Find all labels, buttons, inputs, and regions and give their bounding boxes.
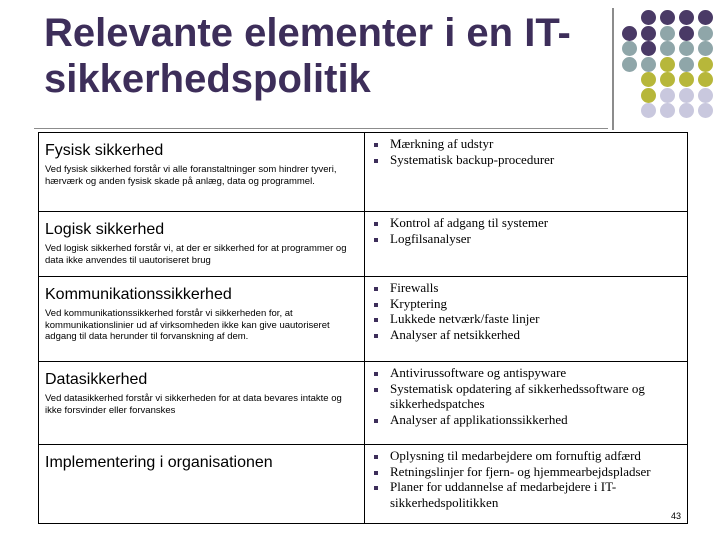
category-title: Logisk sikkerhed xyxy=(45,221,165,238)
category-description: Ved logisk sikkerhed forstår vi, at der er sikkerhed for at programmer og data ikke anvendes til uautoriseret brug xyxy=(45,243,347,266)
decorative-dot xyxy=(641,72,656,87)
list-item: Planer for uddannelse af medarbejdere i IT-sikkerhedspolitikken xyxy=(369,479,683,510)
list-item: Antivirussoftware og antispyware xyxy=(369,365,683,381)
category-description: Ved fysisk sikkerhed forstår vi alle foranstaltninger som hindrer tyveri, hærværk og anden fysisk skade på anlæg, data og programmel. xyxy=(45,164,337,187)
decorative-dot xyxy=(622,26,637,41)
item-list xyxy=(369,280,683,342)
list-item: Systematisk opdatering af sikkerhedssoftware og sikkerhedspatches xyxy=(369,381,683,412)
decorative-dot xyxy=(679,41,694,56)
decorative-dot xyxy=(698,10,713,25)
decorative-dot xyxy=(641,57,656,72)
category-cell xyxy=(39,277,365,362)
items-cell xyxy=(365,445,688,524)
items-cell xyxy=(365,133,688,212)
items-cell xyxy=(365,212,688,277)
table-row xyxy=(39,362,688,445)
decorative-dot xyxy=(698,103,713,118)
decorative-dot xyxy=(679,57,694,72)
category-title: Fysisk sikkerhed xyxy=(45,142,164,159)
decorative-dot xyxy=(660,88,675,103)
decorative-dot xyxy=(679,10,694,25)
decorative-dot xyxy=(698,88,713,103)
list-item: Mærkning af udstyr xyxy=(369,136,683,152)
item-list xyxy=(369,136,683,167)
list-item: Firewalls xyxy=(369,280,683,296)
decorative-dot xyxy=(679,26,694,41)
decorative-dot xyxy=(622,41,637,56)
table-row xyxy=(39,445,688,524)
decorative-dot xyxy=(641,41,656,56)
category-cell xyxy=(39,212,365,277)
list-item: Oplysning til medarbejdere om fornuftig adfærd xyxy=(369,448,683,464)
decorative-dot xyxy=(698,26,713,41)
decorative-dot xyxy=(698,57,713,72)
category-title: Implementering i organisationen xyxy=(45,454,273,471)
decorative-dot xyxy=(679,103,694,118)
item-list xyxy=(369,448,683,510)
list-item: Analyser af netsikkerhed xyxy=(369,327,683,343)
decorative-dot xyxy=(660,26,675,41)
list-item: Kryptering xyxy=(369,296,683,312)
category-title: Datasikkerhed xyxy=(45,371,148,388)
table-row xyxy=(39,277,688,362)
items-cell xyxy=(365,362,688,445)
decorative-dot xyxy=(660,10,675,25)
decorative-dot xyxy=(641,10,656,25)
list-item: Retningslinjer for fjern- og hjemmearbejdspladser xyxy=(369,464,683,480)
decorative-dot-grid xyxy=(622,10,718,120)
category-description: Ved kommunikationssikkerhed forstår vi sikkerheden for, at kommunikationslinier ud af virksomheden ikke kan give uautoriseret adgang til data herunder til forvanskning af dem. xyxy=(45,308,330,342)
decorative-dot xyxy=(679,72,694,87)
items-cell xyxy=(365,277,688,362)
decorative-dot xyxy=(698,72,713,87)
decorative-dot xyxy=(641,88,656,103)
table-row xyxy=(39,212,688,277)
decorative-dot xyxy=(660,41,675,56)
decorative-dot xyxy=(660,57,675,72)
category-cell xyxy=(39,362,365,445)
decorative-dot xyxy=(641,26,656,41)
list-item: Kontrol af adgang til systemer xyxy=(369,215,683,231)
list-item: Systematisk backup-procedurer xyxy=(369,152,683,168)
list-item: Lukkede netværk/faste linjer xyxy=(369,311,683,327)
page-number: 43 xyxy=(670,511,681,521)
item-list xyxy=(369,215,683,246)
decorative-dot xyxy=(660,103,675,118)
category-cell xyxy=(39,445,365,524)
title-divider-vertical xyxy=(612,8,614,130)
decorative-dot xyxy=(622,57,637,72)
item-list xyxy=(369,365,683,427)
title-divider-horizontal xyxy=(34,128,608,129)
security-elements-table xyxy=(38,132,688,524)
list-item: Analyser af applikationssikkerhed xyxy=(369,412,683,428)
slide-title: Relevante elementer i en IT-sikkerhedspolitik xyxy=(44,11,571,101)
decorative-dot xyxy=(660,72,675,87)
decorative-dot xyxy=(698,41,713,56)
category-title: Kommunikationssikkerhed xyxy=(45,286,232,303)
table-row xyxy=(39,133,688,212)
category-cell xyxy=(39,133,365,212)
category-description: Ved datasikkerhed forstår vi sikkerheden for at data bevares intakte og ikke forsvinder eller forvanskes xyxy=(45,393,342,416)
list-item: Logfilsanalyser xyxy=(369,231,683,247)
decorative-dot xyxy=(641,103,656,118)
decorative-dot xyxy=(679,88,694,103)
